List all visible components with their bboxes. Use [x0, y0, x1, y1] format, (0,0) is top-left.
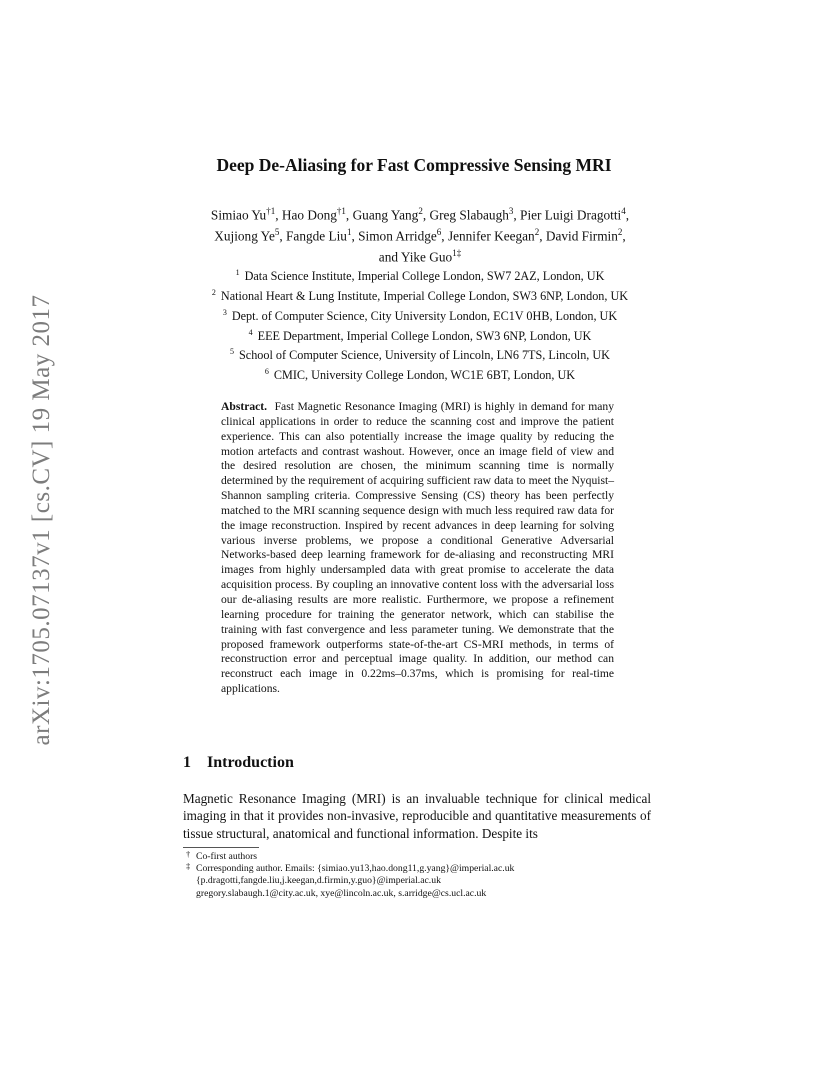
footnote-mark: ‡ — [186, 861, 191, 872]
affiliation — [150, 344, 690, 364]
author-affil-mark: 1‡ — [452, 247, 462, 258]
abstract — [221, 400, 614, 697]
author-name: Jennifer Keegan — [447, 228, 535, 244]
author-name: Simiao Yu — [210, 207, 267, 223]
affiliation-text: EEE Department, Imperial College London, SW3 6NP, London, UK — [257, 328, 592, 343]
affiliation-text: School of Computer Science, University of Lincoln, LN6 7TS, Lincoln, UK — [239, 348, 610, 363]
affiliation-number: 2 — [211, 287, 216, 297]
intro-paragraph: Magnetic Resonance Imaging (MRI) is an invaluable technique for clinical medical imaging in that it provides non-invasive, reproducible and quantitative measurements of tissue structural, anatomical and functional information. Despite its — [183, 791, 651, 841]
footnote-mark: † — [186, 849, 191, 859]
footnote — [183, 851, 643, 863]
author-name: Pier Luigi Dragotti — [520, 207, 622, 223]
affiliation-number: 1 — [235, 268, 240, 277]
affiliation — [150, 325, 690, 345]
author-affil-mark: 2 — [617, 226, 623, 237]
author-affil-mark: 1 — [346, 226, 352, 237]
section-heading — [183, 754, 294, 772]
paper-title: Deep De-Aliasing for Fast Compressive Sensing MRI — [216, 155, 612, 175]
footnote-line: Co-first authors — [196, 851, 258, 862]
author-affil-mark: 2 — [418, 206, 423, 216]
author-affil-mark: 5 — [274, 226, 280, 237]
section-title: Introduction — [207, 754, 294, 771]
author-name: Hao Dong — [281, 207, 337, 223]
affiliation-text: Dept. of Computer Science, City University London, EC1V 0HB, London, UK — [231, 308, 618, 323]
affiliation-number: 3 — [222, 307, 227, 317]
author-name: Greg Slabaugh — [429, 207, 509, 223]
author-name: Yike Guo — [400, 249, 453, 265]
author-name: Fangde Liu — [286, 228, 347, 244]
author-name: David Firmin — [545, 228, 618, 244]
author-name: Xujiong Ye — [214, 228, 275, 244]
affiliation-number: 5 — [230, 347, 234, 357]
affiliation-number: 6 — [264, 367, 269, 377]
author-name: Guang Yang — [352, 207, 419, 223]
section-number: 1 — [183, 754, 191, 771]
author-conjunction: and — [378, 249, 398, 265]
footnote-rule — [183, 847, 259, 848]
affiliation-text: CMIC, University College London, WC1E 6BT, London, UK — [273, 368, 576, 383]
footnote-line: Corresponding author. Emails: {simiao.yu13,hao.dong11,g.yang}@imperial.ac.uk — [196, 863, 515, 875]
affiliation — [150, 265, 690, 285]
arxiv-side-stamp: arXiv:1705.07137v1 [cs.CV] 19 May 2017 — [28, 294, 55, 746]
author-name: Simon Arridge — [358, 228, 437, 244]
affiliation-text: National Heart & Lung Institute, Imperial College London, SW3 6NP, London, UK — [220, 288, 629, 303]
abstract-text: Fast Magnetic Resonance Imaging (MRI) is highly in demand for many clinical applications in order to reduce the scanning cost and improve the patient experience. This can also potentially increase the image quality by reducing the motion artefacts and contrast washout. However, once an image field of view and the desired resolution are chosen, the minimum scanning time is normally determined by the requirement of acquiring sufficient raw data to meet the Nyquist–Shannon sampling criteria. Compressive Sensing (CS) theory has been perfectly matched to the MRI scanning sequence design with much less required raw data for the image reconstruction. Inspired by recent advances in deep learning for solving various inverse problems, we propose a conditional Generative Adversarial Networks-based deep learning framework for de-aliasing and reconstructing MRI images from highly undersampled data with great promise to accelerate the data acquisition process. By coupling an innovative content loss with the adversarial loss our de-aliasing results are more realistic. Furthermore, we propose a refinement learning procedure for training the generator network, which can stabilise the training with fast convergence and less parameter tuning. We demonstrate that the proposed framework outperforms state-of-the-art CS-MRI methods, in terms of reconstruction error and perceptual image quality. In addition, our method can reconstruct each image in 0.22ms–0.37ms, which is promising for real-time applications. — [221, 400, 614, 696]
footnote-line: {p.dragotti,fangde.liu,j.keegan,d.firmin,y.guo}@imperial.ac.uk — [196, 875, 441, 887]
affiliation — [150, 285, 690, 305]
author-affil-mark: 4 — [621, 206, 626, 216]
author-affil-mark: 3 — [508, 206, 514, 216]
footnote-line: gregory.slabaugh.1@city.ac.uk, xye@lincoln.ac.uk, s.arridge@cs.ucl.ac.uk — [196, 887, 487, 899]
author-affil-mark: †1 — [266, 206, 276, 216]
author-affil-mark: †1 — [336, 206, 346, 216]
footnote — [183, 863, 643, 900]
author-affil-mark: 2 — [534, 226, 540, 237]
affiliation-list — [150, 265, 690, 384]
affiliation-text: Data Science Institute, Imperial College London, SW7 2AZ, London, UK — [244, 269, 605, 284]
affiliation — [150, 305, 690, 325]
abstract-label: Abstract. — [221, 400, 268, 413]
affiliation-number: 4 — [248, 327, 253, 337]
author-affil-mark: 6 — [436, 226, 442, 237]
author-list: Simiao Yu$^{\dagger 1}$, Hao Dong$^{\dagger 1}$, Guang Yang$^2$, Greg Slabaugh$^3$, Pier Luigi Dragotti$^4$, Xujiong Ye$^5$, Fangde Liu$^1$, Simon Arridge$^6$, Jennifer Keegan$^2$, David Firmin$^2$, and Yike Guo$^{1\ddagger}$ — [210, 206, 630, 265]
affiliation — [150, 364, 690, 384]
footnotes — [183, 851, 643, 900]
